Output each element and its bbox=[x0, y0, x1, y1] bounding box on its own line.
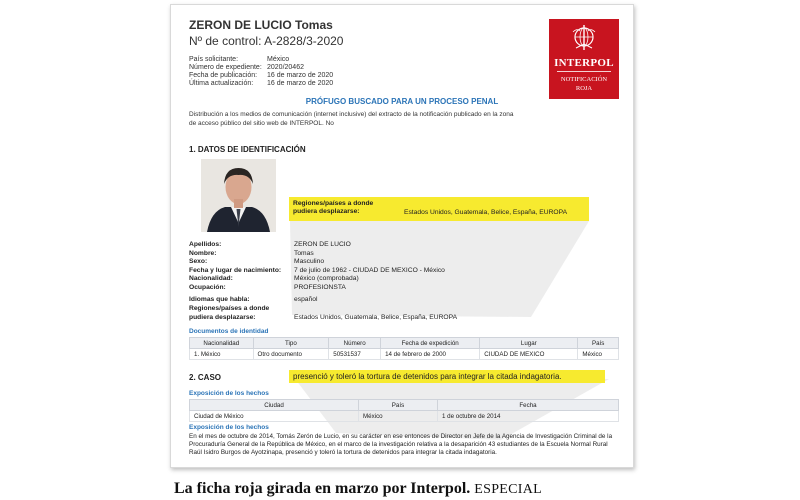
field-label: Sexo: bbox=[189, 258, 208, 266]
label-line: pudiera desplazarse: bbox=[293, 208, 360, 215]
meta-row: País solicitante: México bbox=[189, 56, 290, 63]
meta-row: Fecha de publicación: 16 de marzo de 2020 bbox=[189, 72, 334, 79]
facts-paragraph: En el mes de octubre de 2014, Tomás Zerón de Lucio, en su carácter en ese entonces de Director en Jefe de la Agencia de Investigación Criminal de la Procuraduría General de la República de México, en el marco de la investigación relativa a la desaparición 43 estudiantes de la Escuela Normal Rural Raúl Isidro Burgos de Ayotzinapa, presenció y toleró la tortura de detenidos para integrar la citada indagatoria. bbox=[189, 433, 613, 456]
field-label: Nombre: bbox=[189, 249, 217, 257]
case-highlight-text: presenció y toleró la tortura de detenidos para integrar la citada indagatoria. bbox=[293, 372, 562, 381]
interpol-brand-text: INTERPOL bbox=[554, 57, 614, 69]
table-cell: 1 de octubre de 2014 bbox=[438, 411, 619, 422]
table-cell: 50531537 bbox=[329, 349, 381, 360]
caption-text: La ficha roja girada en marzo por Interpol. bbox=[174, 480, 471, 497]
callout-shading bbox=[171, 5, 633, 467]
label-line: Regiones/países a donde bbox=[189, 305, 270, 312]
regions-label bbox=[189, 305, 269, 322]
table-cell: 14 de febrero de 2000 bbox=[381, 349, 480, 360]
field-value: PROFESIONSTA bbox=[294, 283, 346, 291]
column-header: Fecha de expedición bbox=[381, 338, 480, 349]
field-value: Masculino bbox=[294, 258, 325, 266]
section-title-case: 2. CASO bbox=[189, 373, 222, 382]
table-row bbox=[190, 411, 619, 422]
languages-label: Idiomas que habla: bbox=[189, 296, 250, 303]
facts-title-2: Exposición de los hechos bbox=[189, 424, 269, 431]
field-label: Ocupación: bbox=[189, 283, 226, 291]
meta-row: Última actualización: 16 de marzo de 2020 bbox=[189, 80, 334, 87]
field-label: Fecha y lugar de nacimiento: bbox=[189, 266, 282, 274]
table-header-row bbox=[190, 338, 619, 349]
notice-line: NOTIFICACIÓN bbox=[560, 76, 608, 83]
control-number: Nº de control: A-2828/3-2020 bbox=[189, 34, 344, 48]
column-header: Número bbox=[329, 338, 381, 349]
identity-docs-table bbox=[189, 337, 619, 360]
facts-table bbox=[189, 399, 619, 422]
field-label: Apellidos: bbox=[189, 241, 222, 248]
field-value: México (comprobada) bbox=[294, 275, 359, 283]
table-cell: CIUDAD DE MEXICO bbox=[480, 349, 578, 360]
label-line: Regiones/países a donde bbox=[293, 200, 374, 207]
wanted-banner: PRÓFUGO BUSCADO PARA UN PROCESO PENAL bbox=[305, 97, 499, 106]
interpol-notice-document bbox=[170, 4, 634, 468]
column-header: Ciudad bbox=[190, 400, 359, 411]
column-header: Tipo bbox=[253, 338, 329, 349]
column-header: Nacionalidad bbox=[190, 338, 254, 349]
photo-caption bbox=[174, 480, 542, 498]
intro-text: Distribución a los medios de comunicación (internet inclusive) del extracto de la notificación publicado en la zona de acceso público del sitio web de INTERPOL. No bbox=[189, 111, 514, 127]
regions-value: Estados Unidos, Guatemala, Belice, España, EUROPA bbox=[294, 314, 458, 321]
field-value: ZERON DE LUCIO bbox=[294, 241, 351, 248]
meta-row: Número de expediente: 2020/20462 bbox=[189, 64, 304, 71]
highlight-regions-value: Estados Unidos, Guatemala, Belice, España, EUROPA bbox=[404, 209, 568, 216]
identity-docs-title: Documentos de identidad bbox=[189, 328, 269, 335]
facts-title: Exposición de los hechos bbox=[189, 390, 269, 397]
languages-value: español bbox=[294, 296, 318, 303]
table-cell: México bbox=[359, 411, 438, 422]
table-cell: México bbox=[578, 349, 619, 360]
column-header: País bbox=[578, 338, 619, 349]
field-value: 7 de julio de 1962 - CIUDAD DE MEXICO - México bbox=[294, 266, 445, 274]
label-line: pudiera desplazarse: bbox=[189, 313, 256, 321]
table-header-row bbox=[190, 400, 619, 411]
section-title-identification: 1. DATOS DE IDENTIFICACIÓN bbox=[189, 145, 306, 154]
column-header: País bbox=[359, 400, 438, 411]
identity-fields bbox=[189, 241, 281, 293]
table-cell: Otro documento bbox=[253, 349, 329, 360]
table-row bbox=[190, 349, 619, 360]
field-value: Tomas bbox=[294, 249, 314, 257]
notice-line: ROJA bbox=[575, 85, 593, 92]
caption-credit: ESPECIAL bbox=[474, 482, 543, 497]
identity-values bbox=[294, 241, 445, 293]
column-header: Lugar bbox=[480, 338, 578, 349]
column-header: Fecha bbox=[438, 400, 619, 411]
table-cell: 1. México bbox=[190, 349, 254, 360]
table-cell: Ciudad de México bbox=[190, 411, 359, 422]
subject-name: ZERON DE LUCIO Tomas bbox=[189, 18, 333, 32]
field-label: Nacionalidad: bbox=[189, 275, 233, 283]
